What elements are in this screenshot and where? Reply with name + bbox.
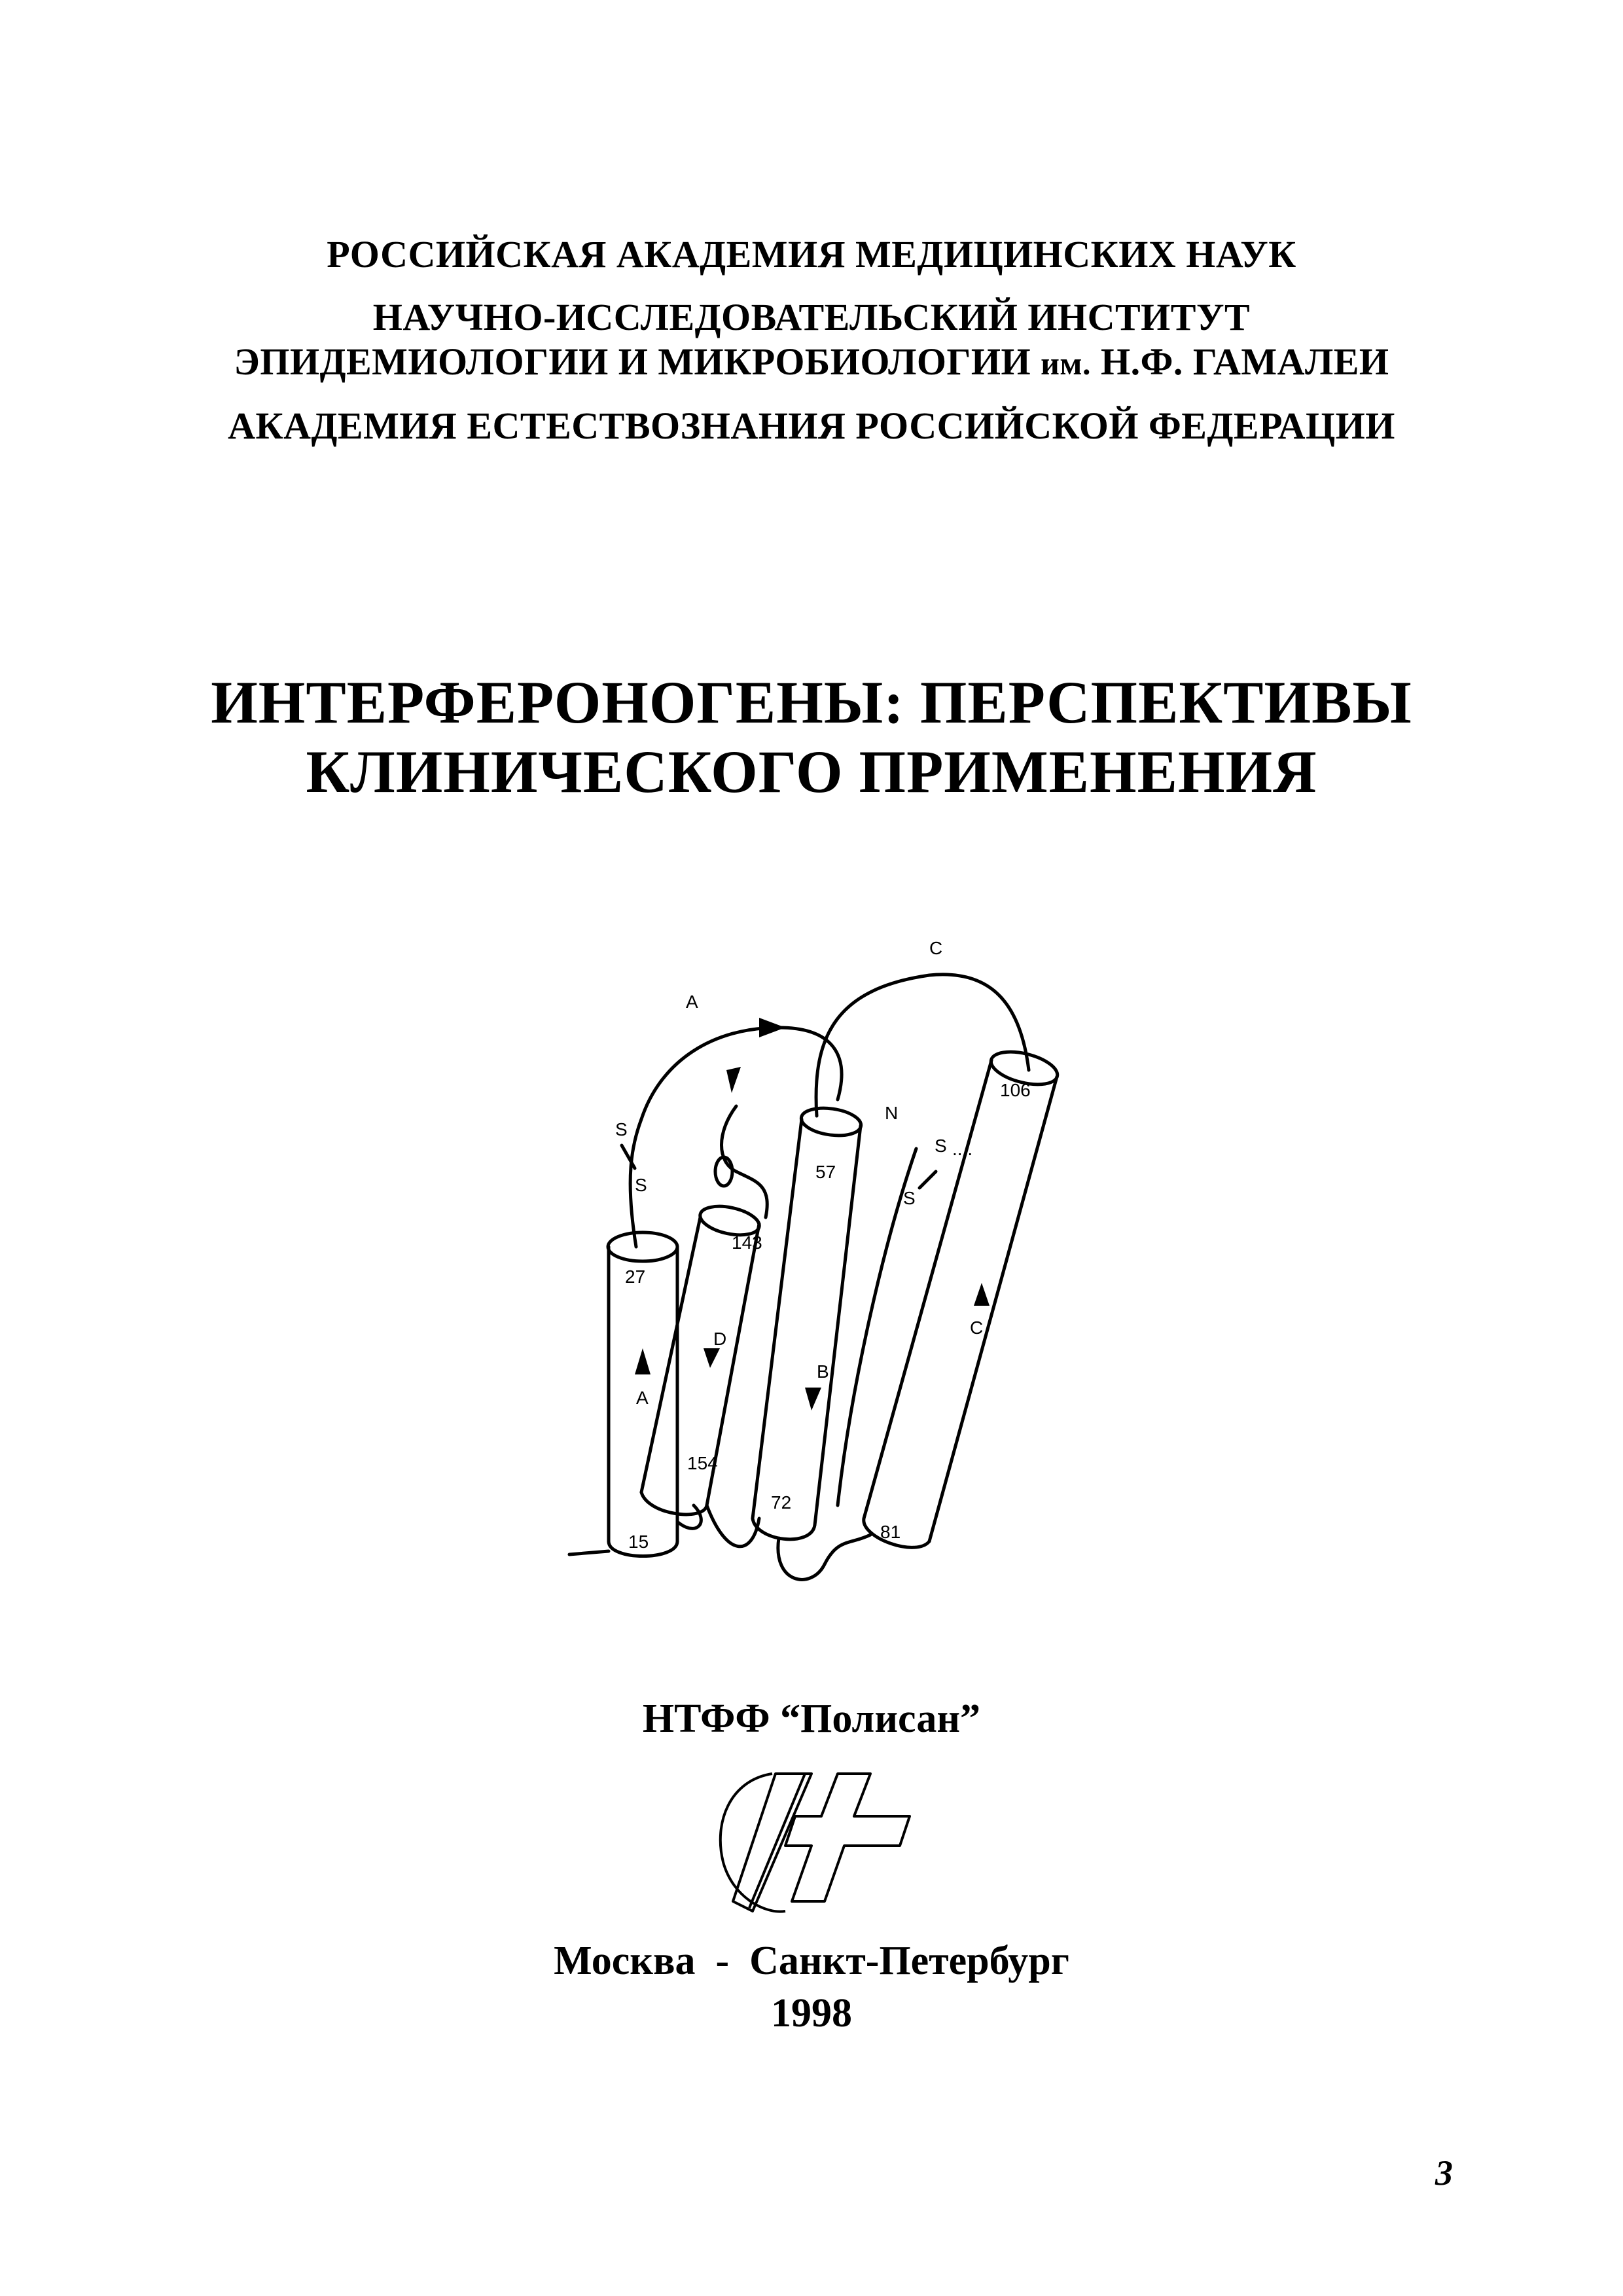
label-res-72: 72 [771, 1492, 792, 1513]
institute-name-line2-main: ЭПИДЕМИОЛОГИИ И МИКРОБИОЛОГИИ [234, 340, 1041, 383]
institute-name-line1: НАУЧНО-ИССЛЕДОВАТЕЛЬСКИЙ ИНСТИТУТ [372, 296, 1251, 338]
loop-a-path [630, 1028, 842, 1247]
label-s4: S [935, 1136, 947, 1156]
label-s2: S [635, 1175, 647, 1195]
label-res-154: 154 [687, 1453, 718, 1473]
publisher-name: НТФФ “Полисан” [642, 1696, 981, 1741]
label-res-57: 57 [815, 1162, 836, 1182]
helix-d-arrow [704, 1348, 720, 1368]
book-title [0, 668, 1623, 806]
label-helix-d: D [713, 1329, 727, 1349]
label-helix-a: A [636, 1388, 649, 1408]
label-n-terminus: N [885, 1103, 899, 1123]
institute-name-line2-end: Н.Ф. ГАМАЛЕИ [1090, 340, 1389, 383]
label-s3: S [903, 1188, 916, 1208]
label-res-81: 81 [880, 1522, 901, 1542]
book-title-line1: ИНТЕРФЕРОНОГЕНЫ: ПЕРСПЕКТИВЫ [211, 669, 1412, 736]
page-number: 3 [1435, 2153, 1453, 2193]
label-s1: S [615, 1119, 628, 1139]
loop-a-arrow [759, 1018, 785, 1037]
loop-c-path [816, 975, 1029, 1116]
organization-header [0, 232, 1623, 448]
loop-c-arrow [726, 1067, 741, 1093]
label-helix-c: C [970, 1318, 984, 1338]
label-helix-b: B [817, 1361, 829, 1382]
publication-cities: Москва - Санкт-Петербург [554, 1939, 1069, 1983]
connector-d-b [707, 1505, 759, 1547]
helix-b-cylinder [753, 1105, 863, 1539]
publication-year: 1998 [771, 1991, 852, 2036]
terminal-tail [569, 1551, 609, 1554]
label-loop-c: C [929, 938, 943, 958]
institute-name-line2-im: им. [1041, 345, 1091, 382]
protein-structure-diagram [563, 929, 1113, 1604]
connector-b-c [778, 1535, 870, 1579]
label-res-106: 106 [1000, 1080, 1031, 1100]
helix-a-arrow [635, 1348, 651, 1374]
label-res-27: 27 [625, 1266, 646, 1287]
connector-a-d [677, 1505, 701, 1528]
institute-name-line2 [0, 340, 1623, 386]
helix-b-arrow [805, 1388, 821, 1410]
label-dots: .... [952, 1139, 973, 1159]
label-res-143: 143 [732, 1232, 762, 1253]
book-title-line2: КЛИНИЧЕСКОГО ПРИМЕНЕНИЯ [306, 738, 1317, 805]
label-res-15: 15 [628, 1532, 649, 1552]
academy-name: РОССИЙСКАЯ АКАДЕМИЯ МЕДИЦИНСКИХ НАУК [327, 233, 1296, 276]
disulfide-bond-2 [919, 1172, 936, 1188]
label-loop-a: A [686, 992, 698, 1012]
natural-sciences-academy: АКАДЕМИЯ ЕСТЕСТВОЗНАНИЯ РОССИЙСКОЙ ФЕДЕРАЦИИ [228, 404, 1395, 447]
polysan-logo-icon [707, 1761, 923, 1924]
helix-c-arrow [974, 1283, 990, 1306]
